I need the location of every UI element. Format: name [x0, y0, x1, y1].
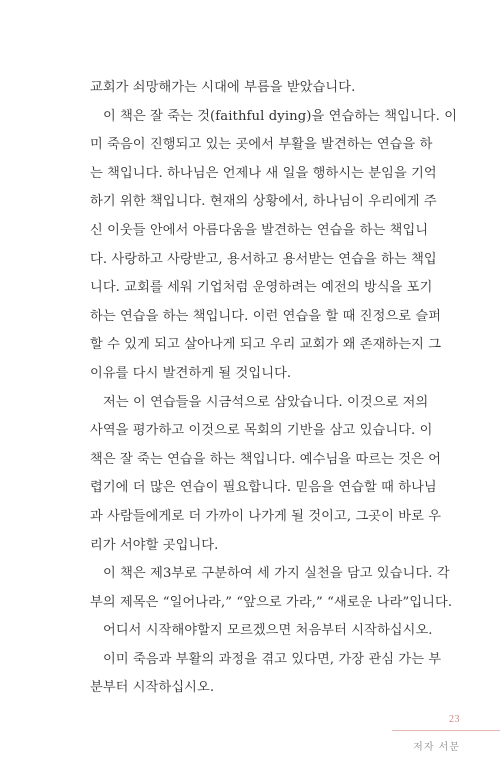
body-text — [90, 74, 458, 703]
text-line: 책은 잘 죽는 연습을 하는 책입니다. 예수님을 따르는 것은 어 — [90, 451, 442, 467]
text-line: 사역을 평가하고 이것으로 목회의 기반을 삼고 있습니다. 이 — [90, 423, 433, 439]
text-line: 부의 제목은 “일어나라,” “앞으로 가라,” “새로운 나라”입니다. — [90, 594, 453, 610]
text-line: 는 책입니다. 하나님은 언제나 새 일을 행하시는 분임을 기억 — [90, 165, 437, 181]
paragraph — [90, 103, 458, 389]
text-line: 이 책은 잘 죽는 것(faithful dying)을 연습하는 책입니다. 이 — [103, 108, 458, 124]
paragraph — [90, 646, 442, 703]
paragraph — [90, 74, 427, 103]
text-line: 렵기에 더 많은 연습이 필요합니다. 믿음을 연습할 때 하나님 — [90, 480, 437, 496]
text-line: 미 죽음이 진행되고 있는 곳에서 부활을 발견하는 연습을 하 — [90, 137, 433, 153]
text-line: 다. 사랑하고 사랑받고, 용서하고 용서받는 연습을 하는 책입 — [90, 251, 437, 267]
text-line: 분부터 시작하십시오. — [90, 680, 215, 696]
paragraph — [90, 617, 433, 646]
page-number: 23 — [449, 714, 460, 725]
paragraph — [90, 560, 453, 617]
text-line: 저는 이 연습들을 시금석으로 삼았습니다. 이것으로 저의 — [103, 394, 429, 410]
text-line: 과 사람들에게로 더 가까이 나가게 될 것이고, 그곳이 바로 우 — [90, 508, 442, 524]
text-line: 어디서 시작해야할지 모르겠으면 처음부터 시작하십시오. — [103, 623, 433, 639]
text-line: 신 이웃들 안에서 아름다움을 발견하는 연습을 하는 책입니 — [90, 222, 429, 238]
footer-divider — [392, 730, 500, 731]
text-line: 하는 연습을 하는 책입니다. 이런 연습을 할 때 진정으로 슬퍼 — [90, 308, 442, 324]
text-line: 리가 서야할 곳입니다. — [90, 537, 219, 553]
text-line: 할 수 있게 되고 살아나게 되고 우리 교회가 왜 존재하는지 그 — [90, 337, 442, 353]
paragraph — [90, 389, 442, 561]
text-line: 교회가 쇠망해가는 시대에 부름을 받았습니다. — [90, 80, 356, 95]
text-line: 하기 위한 책입니다. 현재의 상황에서, 하나님이 우리에게 주 — [90, 194, 437, 210]
text-line: 이미 죽음과 부활의 과정을 겪고 있다면, 가장 관심 가는 부 — [103, 651, 442, 667]
text-line: 니다. 교회를 세워 기업처럼 운영하려는 예전의 방식을 포기 — [90, 280, 433, 296]
text-line: 이유를 다시 발견하게 될 것입니다. — [90, 365, 292, 381]
text-line: 이 책은 제3부로 구분하여 세 가지 실천을 담고 있습니다. 각 — [103, 566, 450, 582]
running-footer-title: 저자 서문 — [413, 742, 460, 753]
